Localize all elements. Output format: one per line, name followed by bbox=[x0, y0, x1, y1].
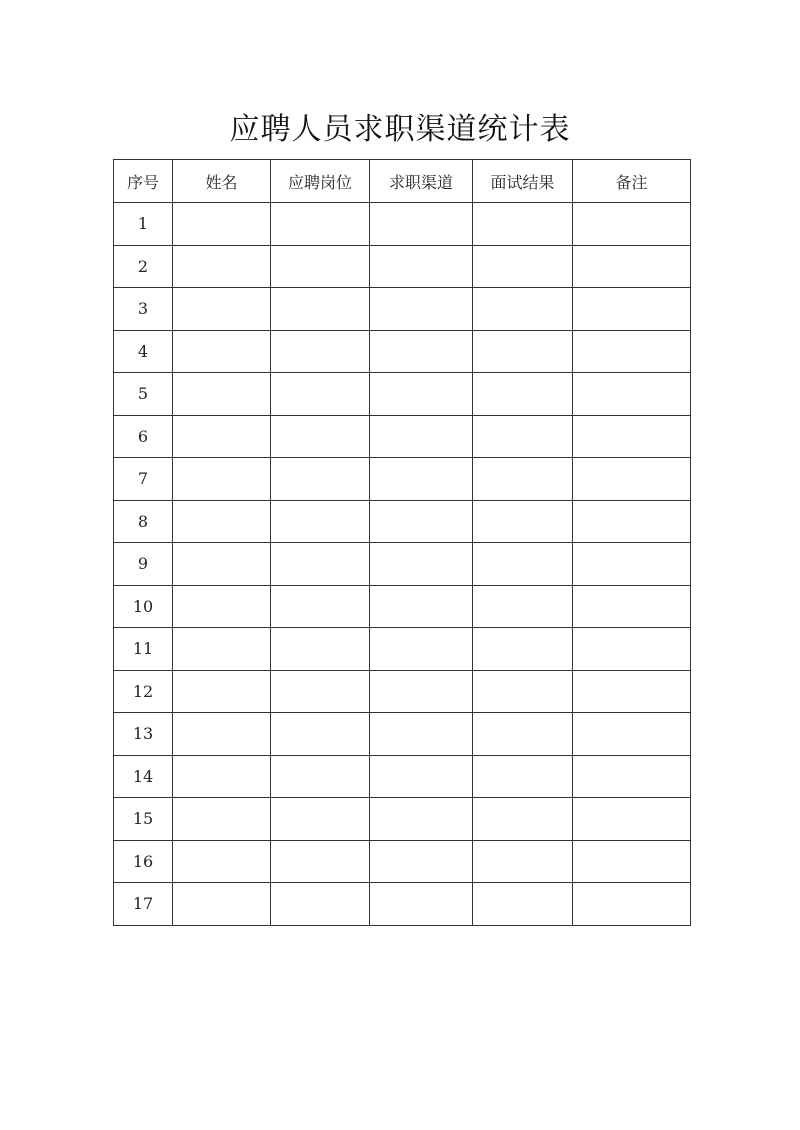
note-cell bbox=[573, 458, 691, 501]
column-header-position: 应聘岗位 bbox=[271, 160, 370, 203]
row-number-cell: 1 bbox=[114, 203, 173, 246]
row-number-cell: 16 bbox=[114, 840, 173, 883]
page-title: 应聘人员求职渠道统计表 bbox=[229, 112, 571, 147]
name-cell bbox=[173, 245, 271, 288]
table-row bbox=[114, 713, 691, 756]
result-cell bbox=[473, 840, 573, 883]
position-cell bbox=[271, 883, 370, 926]
note-cell bbox=[573, 883, 691, 926]
row-number-cell: 15 bbox=[114, 798, 173, 841]
recruitment-table bbox=[113, 159, 691, 926]
result-cell bbox=[473, 203, 573, 246]
table-body bbox=[114, 203, 691, 926]
note-cell bbox=[573, 330, 691, 373]
position-cell bbox=[271, 840, 370, 883]
row-number-cell: 17 bbox=[114, 883, 173, 926]
table-row bbox=[114, 840, 691, 883]
column-header-result: 面试结果 bbox=[473, 160, 573, 203]
name-cell bbox=[173, 585, 271, 628]
result-cell bbox=[473, 798, 573, 841]
table-row bbox=[114, 543, 691, 586]
position-cell bbox=[271, 628, 370, 671]
row-number-cell: 8 bbox=[114, 500, 173, 543]
name-cell bbox=[173, 288, 271, 331]
row-number-cell: 11 bbox=[114, 628, 173, 671]
channel-cell bbox=[370, 500, 473, 543]
name-cell bbox=[173, 670, 271, 713]
row-number-cell: 12 bbox=[114, 670, 173, 713]
note-cell bbox=[573, 373, 691, 416]
name-cell bbox=[173, 713, 271, 756]
row-number-cell: 14 bbox=[114, 755, 173, 798]
position-cell bbox=[271, 585, 370, 628]
name-cell bbox=[173, 543, 271, 586]
result-cell bbox=[473, 883, 573, 926]
row-number-cell: 4 bbox=[114, 330, 173, 373]
channel-cell bbox=[370, 798, 473, 841]
table-row bbox=[114, 203, 691, 246]
position-cell bbox=[271, 543, 370, 586]
row-number-cell: 3 bbox=[114, 288, 173, 331]
note-cell bbox=[573, 245, 691, 288]
row-number-cell: 7 bbox=[114, 458, 173, 501]
position-cell bbox=[271, 713, 370, 756]
position-cell bbox=[271, 415, 370, 458]
row-number-cell: 5 bbox=[114, 373, 173, 416]
note-cell bbox=[573, 585, 691, 628]
name-cell bbox=[173, 798, 271, 841]
position-cell bbox=[271, 330, 370, 373]
position-cell bbox=[271, 798, 370, 841]
result-cell bbox=[473, 713, 573, 756]
position-cell bbox=[271, 755, 370, 798]
result-cell bbox=[473, 415, 573, 458]
table-row bbox=[114, 755, 691, 798]
position-cell bbox=[271, 373, 370, 416]
column-header-number: 序号 bbox=[114, 160, 173, 203]
channel-cell bbox=[370, 883, 473, 926]
channel-cell bbox=[370, 203, 473, 246]
channel-cell bbox=[370, 330, 473, 373]
result-cell bbox=[473, 670, 573, 713]
result-cell bbox=[473, 245, 573, 288]
position-cell bbox=[271, 245, 370, 288]
channel-cell bbox=[370, 713, 473, 756]
channel-cell bbox=[370, 245, 473, 288]
channel-cell bbox=[370, 288, 473, 331]
row-number-cell: 13 bbox=[114, 713, 173, 756]
row-number-cell: 10 bbox=[114, 585, 173, 628]
note-cell bbox=[573, 798, 691, 841]
row-number-cell: 6 bbox=[114, 415, 173, 458]
note-cell bbox=[573, 415, 691, 458]
table-header-row bbox=[114, 160, 691, 203]
note-cell bbox=[573, 288, 691, 331]
name-cell bbox=[173, 883, 271, 926]
name-cell bbox=[173, 373, 271, 416]
note-cell bbox=[573, 755, 691, 798]
table-row bbox=[114, 288, 691, 331]
table-row bbox=[114, 500, 691, 543]
name-cell bbox=[173, 415, 271, 458]
row-number-cell: 9 bbox=[114, 543, 173, 586]
column-header-note: 备注 bbox=[573, 160, 691, 203]
note-cell bbox=[573, 840, 691, 883]
position-cell bbox=[271, 670, 370, 713]
result-cell bbox=[473, 373, 573, 416]
channel-cell bbox=[370, 755, 473, 798]
table-row bbox=[114, 373, 691, 416]
channel-cell bbox=[370, 373, 473, 416]
name-cell bbox=[173, 755, 271, 798]
note-cell bbox=[573, 670, 691, 713]
name-cell bbox=[173, 203, 271, 246]
table-row bbox=[114, 670, 691, 713]
result-cell bbox=[473, 458, 573, 501]
channel-cell bbox=[370, 628, 473, 671]
result-cell bbox=[473, 628, 573, 671]
name-cell bbox=[173, 840, 271, 883]
table-row bbox=[114, 585, 691, 628]
table-row bbox=[114, 330, 691, 373]
note-cell bbox=[573, 628, 691, 671]
result-cell bbox=[473, 543, 573, 586]
channel-cell bbox=[370, 458, 473, 501]
result-cell bbox=[473, 755, 573, 798]
channel-cell bbox=[370, 670, 473, 713]
channel-cell bbox=[370, 840, 473, 883]
name-cell bbox=[173, 628, 271, 671]
table-row bbox=[114, 883, 691, 926]
note-cell bbox=[573, 713, 691, 756]
note-cell bbox=[573, 500, 691, 543]
column-header-name: 姓名 bbox=[173, 160, 271, 203]
result-cell bbox=[473, 288, 573, 331]
table-row bbox=[114, 245, 691, 288]
note-cell bbox=[573, 543, 691, 586]
position-cell bbox=[271, 500, 370, 543]
name-cell bbox=[173, 458, 271, 501]
result-cell bbox=[473, 330, 573, 373]
channel-cell bbox=[370, 415, 473, 458]
position-cell bbox=[271, 288, 370, 331]
result-cell bbox=[473, 500, 573, 543]
name-cell bbox=[173, 330, 271, 373]
position-cell bbox=[271, 458, 370, 501]
table-row bbox=[114, 458, 691, 501]
row-number-cell: 2 bbox=[114, 245, 173, 288]
table-row bbox=[114, 628, 691, 671]
channel-cell bbox=[370, 585, 473, 628]
name-cell bbox=[173, 500, 271, 543]
channel-cell bbox=[370, 543, 473, 586]
column-header-channel: 求职渠道 bbox=[370, 160, 473, 203]
result-cell bbox=[473, 585, 573, 628]
position-cell bbox=[271, 203, 370, 246]
table-row bbox=[114, 798, 691, 841]
table-row bbox=[114, 415, 691, 458]
note-cell bbox=[573, 203, 691, 246]
